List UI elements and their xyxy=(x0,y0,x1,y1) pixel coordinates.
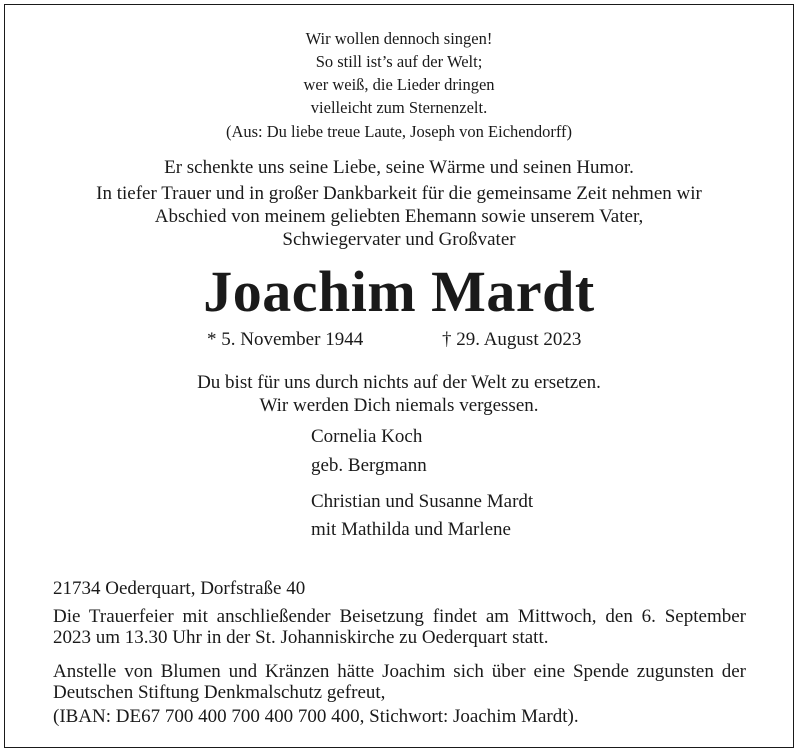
intro-line-2: In tiefer Trauer und in großer Dankbarkeit für die gemeinsame Zeit nehmen wir xyxy=(96,183,702,204)
iban-info: (IBAN: DE67 700 400 700 400 700 400, Stichwort: Joachim Mardt). xyxy=(53,706,579,727)
poem-line-2: So still ist’s auf der Welt; xyxy=(315,52,483,71)
poem-line-4: vielleicht zum Sternenzelt. xyxy=(310,98,488,117)
tribute-line-1: Du bist für uns durch nichts auf der Welt zu ersetzen. xyxy=(197,372,601,393)
poem-line-3: wer weiß, die Lieder dringen xyxy=(303,75,495,94)
signature-name-1-maiden: geb. Bergmann xyxy=(311,455,427,476)
signature-name-1: Cornelia Koch xyxy=(311,426,423,447)
tribute-line-2: Wir werden Dich niemals vergessen. xyxy=(259,395,539,416)
deceased-name: Joachim Mardt xyxy=(203,259,595,324)
obituary-notice xyxy=(4,4,794,748)
signature-name-2: Christian und Susanne Mardt xyxy=(311,491,534,512)
signature-name-2-children: mit Mathilda und Marlene xyxy=(311,519,511,540)
intro-line-4: Schwiegervater und Großvater xyxy=(282,229,516,250)
address: 21734 Oederquart, Dorfstraße 40 xyxy=(53,578,306,599)
donation-info: Anstelle von Blumen und Kränzen hätte Joachim sich über eine Spende zugunsten der Deutschen Stiftung Denkmalschutz gefreut, xyxy=(53,661,746,703)
ceremony-info: Die Trauerfeier mit anschließender Beisetzung findet am Mittwoch, den 6. September 2023 um 13.30 Uhr in der St. Johanniskirche zu Oederquart statt. xyxy=(53,606,746,648)
poem-line-1: Wir wollen dennoch singen! xyxy=(305,29,493,48)
intro-line-3: Abschied von meinem geliebten Ehemann sowie unserem Vater, xyxy=(154,206,644,227)
death-date: † 29. August 2023 xyxy=(442,329,582,350)
poem-source: (Aus: Du liebe treue Laute, Joseph von Eichendorff) xyxy=(225,122,573,141)
birth-date: * 5. November 1944 xyxy=(207,329,364,350)
intro-line-1: Er schenkte uns seine Liebe, seine Wärme und seinen Humor. xyxy=(164,157,634,178)
